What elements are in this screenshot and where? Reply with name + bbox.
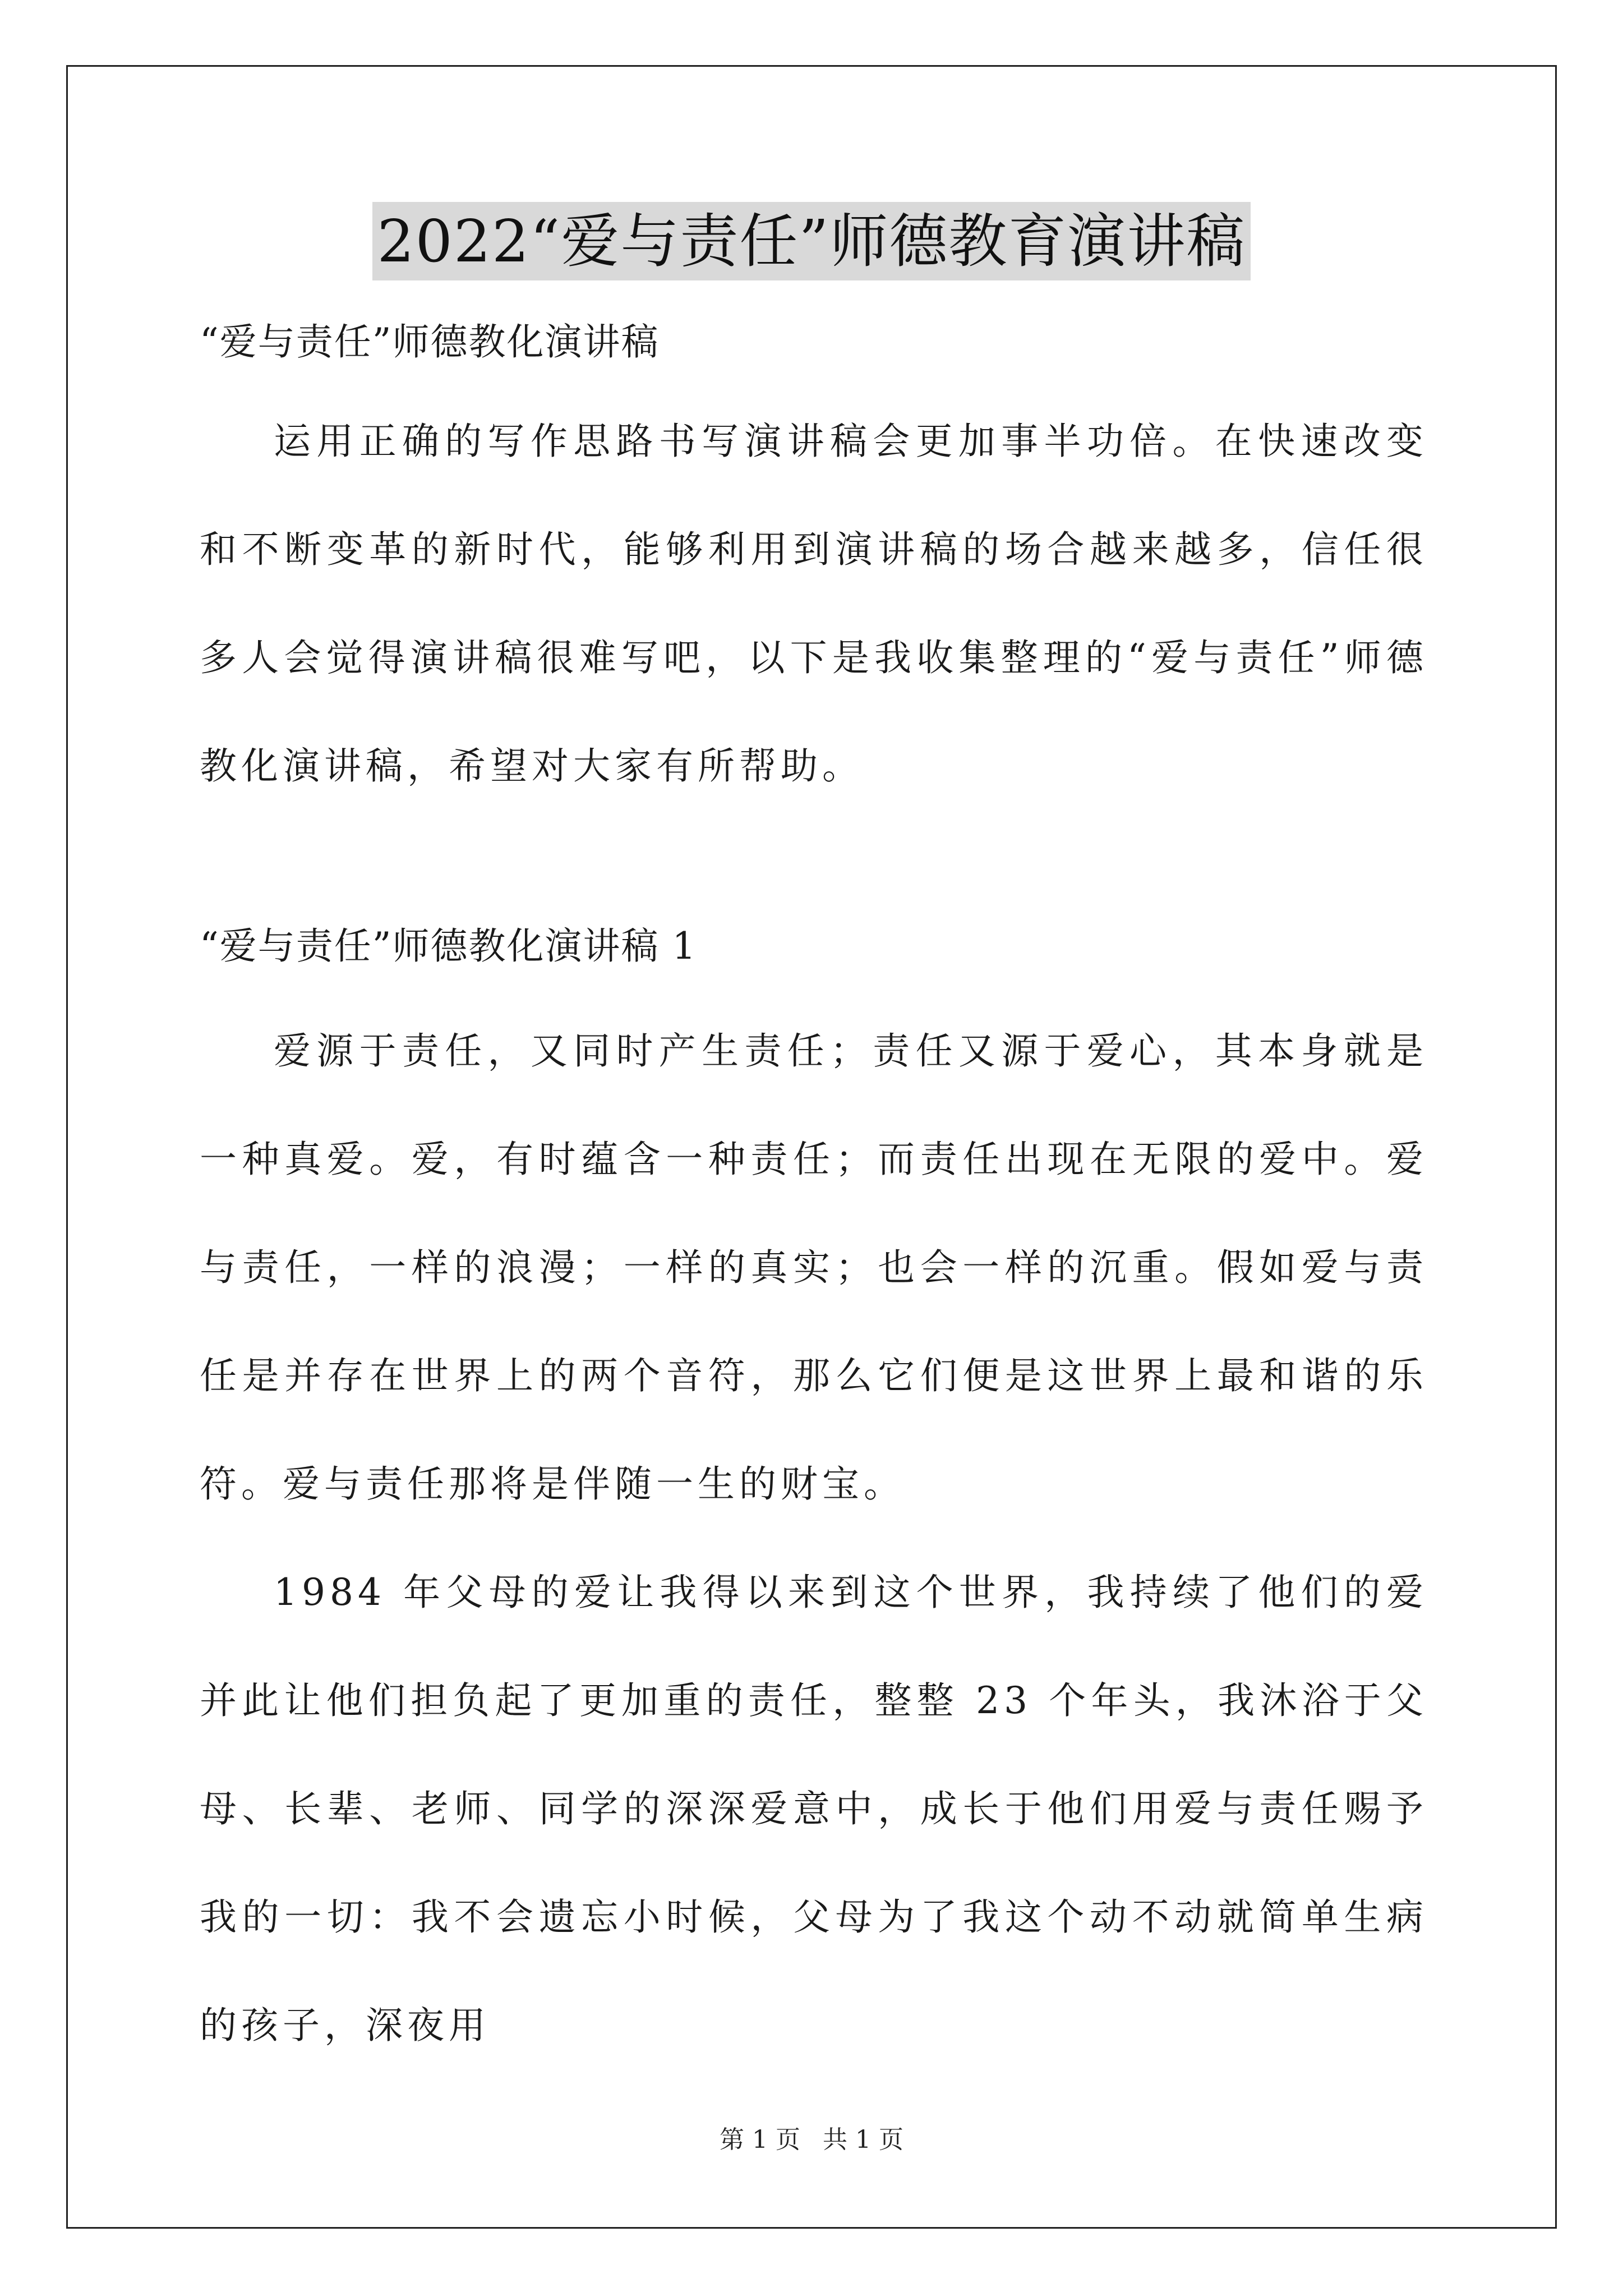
body-paragraph-1: 爱源于责任，又同时产生责任；责任又源于爱心，其本身就是一种真爱。爱，有时蕴含一种责任；而责任出现在无限的爱中。爱与责任，一样的浪漫；一样的真实；也会一样的沉重。假如爱与责任是并存在世界上的两个音符，那么它们便是这世界上最和谐的乐符。爱与责任那将是伴随一生的财宝。 (200, 1029, 1428, 1506)
page-total: 共 1 页 (823, 2125, 903, 2154)
section-title: “爱与责任”师德教化演讲稿 1 (200, 924, 697, 968)
document-title: 2022“爱与责任”师德教育演讲稿 (372, 202, 1250, 280)
page-footer (0, 2123, 1623, 2157)
document-body (200, 314, 1428, 2079)
title-container (0, 202, 1623, 280)
page-number: 第 1 页 (720, 2125, 800, 2154)
intro-paragraph: 运用正确的写作思路书写演讲稿会更加事半功倍。在快速改变和不断变革的新时代，能够利用到演讲稿的场合越来越多，信任很多人会觉得演讲稿很难写吧，以下是我收集整理的“爱与责任”师德教化演讲稿，希望对大家有所帮助。 (200, 420, 1428, 788)
document-subtitle: “爱与责任”师德教化演讲稿 (200, 320, 660, 364)
body-paragraph-2: 1984 年父母的爱让我得以来到这个世界，我持续了他们的爱并此让他们担负起了更加重的责任，整整 23 个年头，我沐浴于父母、长辈、老师、同学的深深爱意中，成长于他们用爱与责任赐予我的一切：我不会遗忘小时候，父母为了我这个动不动就简单生病的孩子，深夜用 (200, 1571, 1428, 2047)
